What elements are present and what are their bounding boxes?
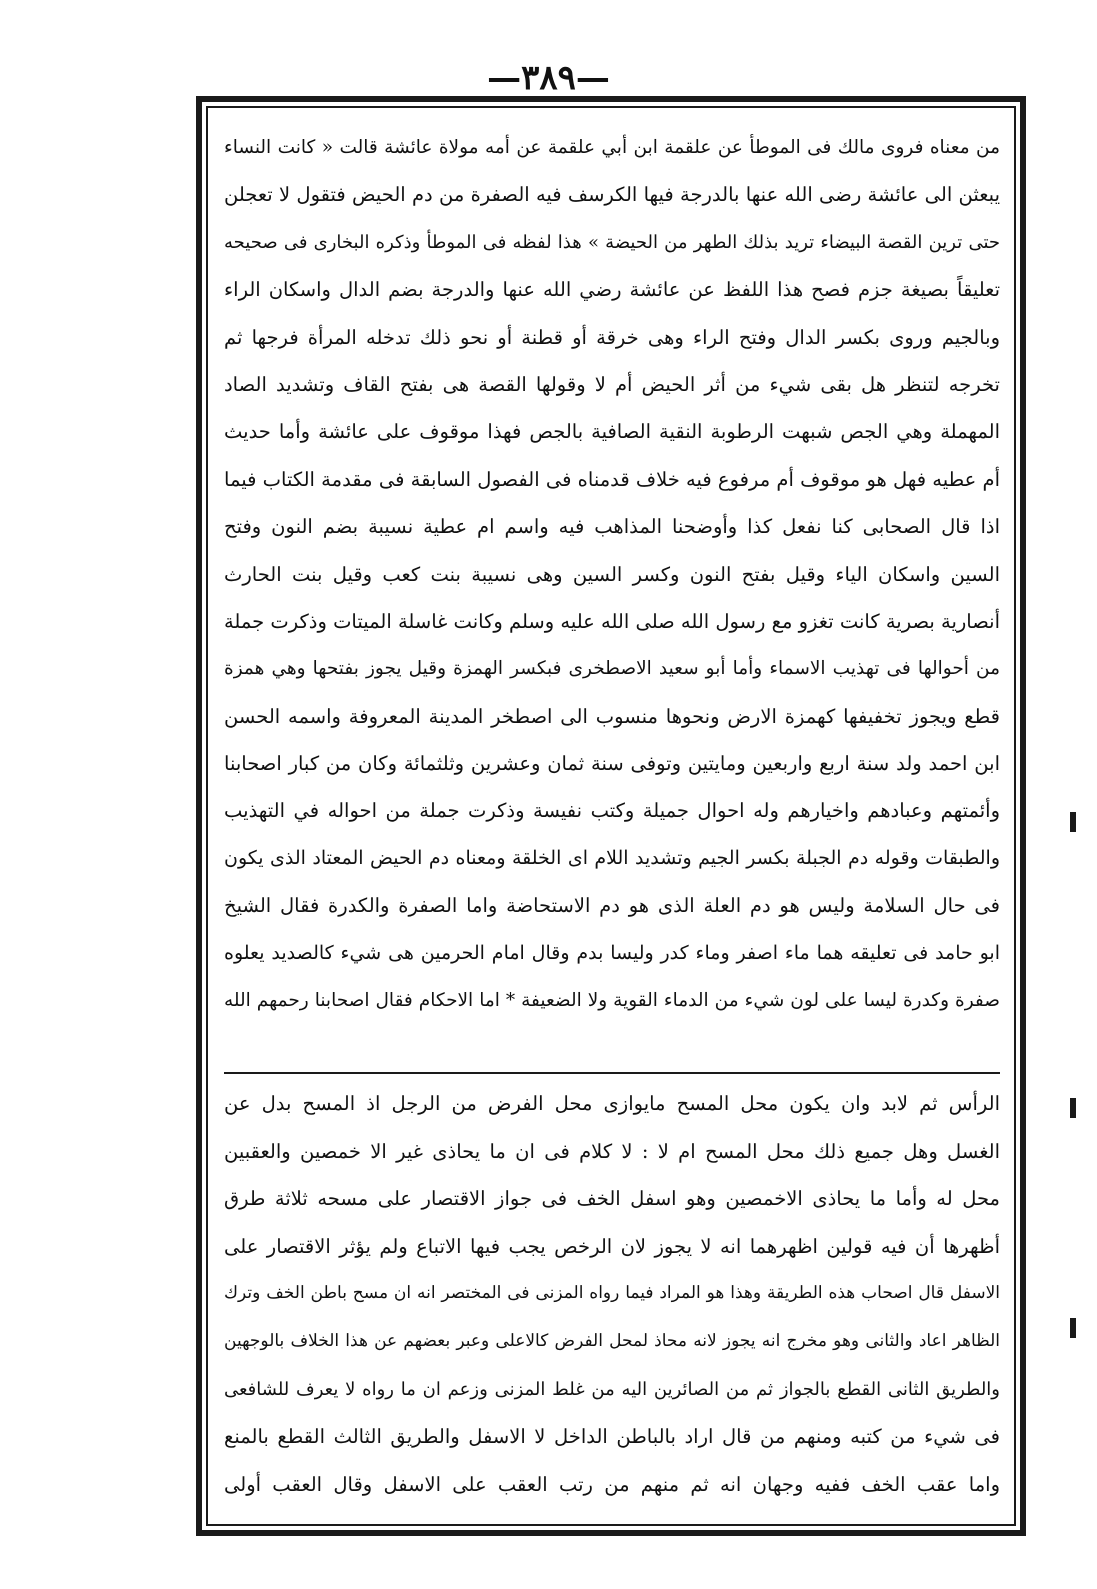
main-text-line: فى حال السلامة وليس هو دم العلة الذى هو دم الاستحاضة واما الصفرة والكدرة فقال الشيخ [224, 894, 1000, 918]
footnote-text-line: محل له وأما ما يحاذى الاخمصين وهو اسفل الخف فى جواز الاقتصار على مسحه ثلاثة طرق [224, 1187, 1000, 1211]
main-text-line: تخرجه لتنظر هل بقى شيء من أثر الحيض أم لا وقولها القصة هى بفتح القاف وتشديد الصاد [224, 372, 1000, 396]
main-text-line: اذا قال الصحابى كنا نفعل كذا وأوضحنا المذاهب فيه واسم ام عطية نسيبة بضم النون وفتح [224, 515, 1000, 539]
main-text-line: أم عطيه فهل هو موقوف أم مرفوع فيه خلاف قدمناه فى الفصول السابقة فى مقدمة الكتاب فيما [224, 467, 1000, 491]
main-text-line: ابو حامد فى تعليقه هما ماء اصفر وماء كدر وليسا بدم وقال امام الحرمين هى شيء كالصديد يعلوه [224, 941, 1000, 964]
main-text-line: حتى ترين القصة البيضاء تريد بذلك الطهر من الحيضة » هذا لفظه فى الموطأ وذكره البخارى فى صحيحه [224, 231, 1000, 253]
footnote-text-line: الرأس ثم لابد وان يكون محل المسح مايوازى محل الفرض من الرجل اذ المسح بدل عن [224, 1092, 1000, 1115]
main-text-block [224, 124, 1000, 1024]
footnote-divider [224, 1072, 1000, 1074]
margin-mark [1070, 812, 1076, 832]
footnote-text-line: الاسفل قال اصحاب هذه الطريقة وهذا هو المراد فيما رواه المزنى فى المختصر انه ان مسح باطن الخف وترك [224, 1283, 1000, 1304]
footnote-text-line: فى شيء من كتبه ومنهم من قال اراد بالباطن الداخل لا الاسفل والطريق الثالث القطع بالمنع [224, 1425, 1000, 1449]
main-text-line: من أحوالها فى تهذيب الاسماء وأما أبو سعيد الاصطخرى فبكسر الهمزة وقيل يجوز بفتحها وهي همزة [224, 658, 1000, 680]
main-text-line: المهملة وهي الجص شبهت الرطوبة النقية الصافية بالجص فهذا موقوف على عائشة وأما حديث [224, 420, 1000, 444]
main-text-line: أنصارية بصرية كانت تغزو مع رسول الله صلى الله عليه وسلم وكانت غاسلة الميتات وذكرت جملة [224, 609, 1000, 633]
footnote-text-line: واما عقب الخف ففيه وجهان انه ثم منهم من رتب العقب على الاسفل وقال العقب أولى [224, 1472, 1000, 1496]
main-text-line: قطع ويجوز تخفيفها كهمزة الارض ونحوها منسوب الى اصطخر المدينة المعروفة واسمه الحسن [224, 704, 1000, 728]
main-text-line: صفرة وكدرة ليسا على لون شيء من الدماء القوية ولا الضعيفة * اما الاحكام فقال اصحابنا رحمهم الله [224, 990, 1000, 1012]
main-text-line: وبالجيم وروى بكسر الدال وفتح الراء وهى خرقة أو قطنة أو نحو ذلك تدخله المرأة فرجها ثم [224, 325, 1000, 349]
footnote-text-block [224, 1080, 1000, 1508]
footnote-text-line: أظهرها أن فيه قولين اظهرهما انه لا يجوز لان الرخص يجب فيها الاتباع ولم يؤثر الاقتصار على [224, 1234, 1000, 1258]
main-text-line: تعليقاً بصيغة جزم فصح هذا اللفظ عن عائشة رضي الله عنها والدرجة بضم الدال واسكان الراء [224, 278, 1000, 302]
page-number: —٣٨٩— [487, 58, 610, 98]
footnote-text-line: والطريق الثانى القطع بالجواز ثم من الصائرين اليه من غلط المزنى وزعم ان ما رواه لا يعرف للشافعى [224, 1378, 1000, 1400]
main-text-line: ابن احمد ولد سنة اربع واربعين ومايتين وتوفى سنة ثمان وعشرين وثلثمائة وكان من كبار اصحابنا [224, 752, 1000, 776]
main-text-line: السين واسكان الياء وقيل بفتح النون وكسر السين وهى نسيبة بنت كعب وقيل بنت الحارث [224, 562, 1000, 586]
main-text-line: يبعثن الى عائشة رضى الله عنها بالدرجة فيها الكرسف فيه الصفرة من دم الحيض فتقول لا تعجلن [224, 183, 1000, 207]
footnote-text-line: الغسل وهل جميع ذلك محل المسح ام لا : لا كلام فى ان ما يحاذى غير الا خمصين والعقبين [224, 1139, 1000, 1163]
margin-mark [1070, 1318, 1076, 1338]
margin-mark [1070, 1098, 1076, 1118]
footnote-text-line: الظاهر اعاد والثانى وهو مخرج انه يجوز لانه محاذ لمحل الفرض كالاعلى وعبر بعضهم عن هذا الخلاف بالوجهين [224, 1330, 1000, 1351]
main-text-line: من معناه فروى مالك فى الموطأ عن علقمة ابن أبي علقمة عن أمه مولاة عائشة قالت « كانت النساء [224, 137, 1000, 158]
main-text-line: وأئمتهم وعبادهم واخيارهم وله احوال جميلة وكتب نفيسة وذكرت جملة من احواله في التهذيب [224, 799, 1000, 823]
main-text-line: والطبقات وقوله دم الجبلة بكسر الجيم وتشديد اللام اى الخلقة ومعناه دم الحيض المعتاد الذى يكون [224, 846, 1000, 869]
